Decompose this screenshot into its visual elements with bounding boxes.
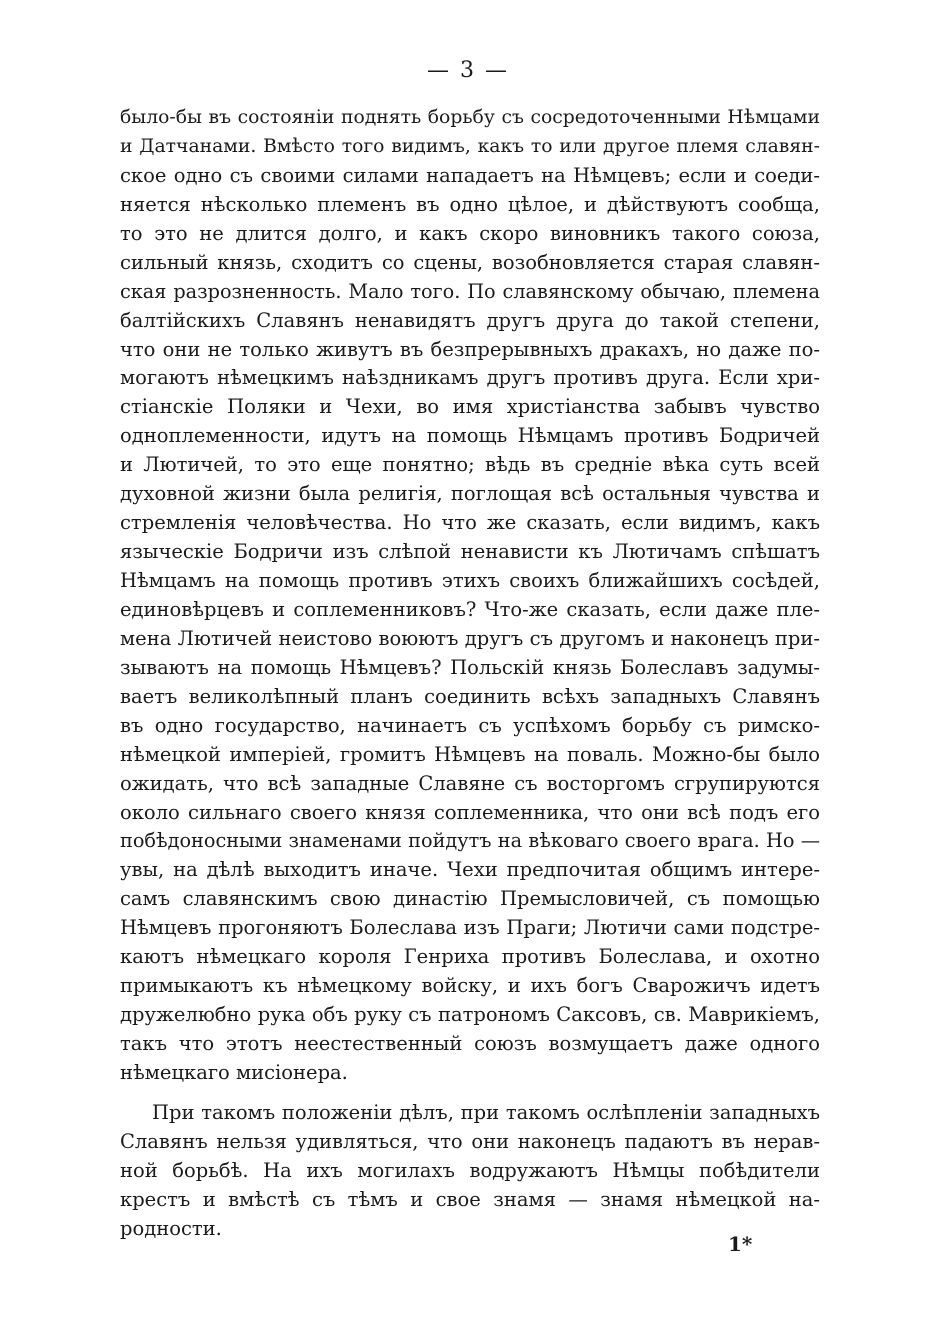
text-line: стремленія человѣчества. Но что же сказать, если видимъ, какъ: [120, 511, 820, 535]
paragraph-1: [120, 104, 820, 1088]
text-line: ной борьбѣ. На ихъ могилахъ водружаютъ Нѣмцы побѣдители: [120, 1158, 820, 1182]
text-line: могаютъ нѣмецкимъ наѣздникамъ другъ противъ друга. Если хри-: [120, 366, 820, 390]
text-line: няется нѣсколько племенъ въ одно цѣлое, и дѣйствуютъ сообща,: [120, 192, 820, 216]
text-line: самъ славянскимъ свою династію Премысловичей, съ помощью: [120, 887, 820, 911]
text-line: такъ что этотъ неестественный союзъ возмущаетъ даже одного: [120, 1032, 820, 1055]
text-line: увы, на дѣлѣ выходитъ иначе. Чехи предпочитая общимъ интере-: [120, 858, 820, 882]
paragraph-gap: [120, 1088, 820, 1099]
paragraph-2: [120, 1099, 820, 1244]
text-line: Славянъ нельзя удивляться, что они наконецъ падаютъ въ нерав-: [120, 1129, 820, 1153]
text-line: духовной жизни была религія, поглощая всѣ остальныя чувства и: [120, 482, 820, 506]
text-line: одноплеменности, идутъ на помощь Нѣмцамъ противъ Бодричей: [120, 424, 820, 448]
text-line: и Лютичей, то это еще понятно; вѣдь въ средніе вѣка суть всей: [120, 453, 820, 477]
text-line: было-бы въ состояніи поднять борьбу съ сосредоточенными Нѣмцами: [120, 107, 820, 128]
text-line: единовѣрцевъ и соплеменниковъ? Что-же сказать, если даже пле-: [120, 597, 820, 621]
text-line: ожидать, что всѣ западные Славяне съ восторгомъ сгрупируются: [120, 771, 820, 795]
text-line: языческіе Бодричи изъ слѣпой ненависти къ Лютичамъ спѣшатъ: [120, 540, 820, 564]
text-line: родности.: [120, 1216, 222, 1240]
page-number: — 3 —: [427, 58, 509, 83]
text-line: ское одно съ своими силами нападаетъ на Нѣмцевъ; если и соеди-: [120, 163, 820, 187]
text-line: Нѣмцамъ на помощь противъ этихъ своихъ ближайшихъ сосѣдей,: [120, 569, 820, 592]
signature-mark: 1*: [728, 1232, 753, 1256]
text-line: то это не длится долго, и какъ скоро виновникъ такого союза,: [120, 221, 820, 245]
text-line: Нѣмцевъ прогоняютъ Болеслава изъ Праги; Лютичи сами подстре-: [120, 916, 820, 940]
body-text: [120, 104, 820, 1244]
text-line: дружелюбно рука объ руку съ патрономъ Саксовъ, св. Маврикіемъ,: [120, 1003, 820, 1027]
text-line: При такомъ положеніи дѣлъ, при такомъ ослѣпленіи западныхъ: [152, 1100, 820, 1124]
text-line: крестъ и вмѣстѣ съ тѣмъ и свое знамя — знамя нѣмецкой на-: [120, 1187, 820, 1211]
text-line: нѣмецкаго мисіонера.: [120, 1060, 348, 1084]
text-line: зываютъ на помощь Нѣмцевъ? Польскій князь Болеславъ задумы-: [120, 655, 820, 679]
text-line: ваетъ великолѣпный планъ соединить всѣхъ западныхъ Славянъ: [120, 684, 820, 708]
text-line: балтійскихъ Славянъ ненавидятъ другъ друга до такой степени,: [120, 308, 820, 332]
text-line: стіанскіе Поляки и Чехи, во имя христіанства забывъ чувство: [120, 395, 820, 419]
text-line: каютъ нѣмецкаго короля Генриха противъ Болеслава, и охотно: [120, 945, 820, 969]
text-line: сильный князь, сходитъ со сцены, возобновляется старая славян-: [120, 250, 820, 274]
text-line: и Датчанами. Вмѣсто того видимъ, какъ то или другое племя славян-: [120, 135, 820, 157]
text-line: что они не только живутъ въ безпрерывныхъ дракахъ, но даже по-: [120, 337, 820, 361]
text-line: примыкаютъ къ нѣмецкому войску, и ихъ богъ Сварожичъ идетъ: [120, 974, 820, 998]
text-line: мена Лютичей неистово воюютъ другъ съ другомъ и наконецъ при-: [120, 626, 820, 650]
text-line: въ одно государство, начинаетъ съ успѣхомъ борьбу съ римско-: [120, 713, 820, 737]
text-line: побѣдоносными знаменами пойдутъ на вѣковаго своего врага. Но —: [120, 829, 820, 853]
text-line: ская разрозненность. Мало того. По славянскому обычаю, племена: [120, 279, 820, 303]
text-line: нѣмецкой имперіей, громитъ Нѣмцевъ на поваль. Можно-бы было: [120, 742, 820, 766]
text-line: около сильнаго своего князя соплеменника, что они всѣ подъ его: [120, 800, 820, 824]
